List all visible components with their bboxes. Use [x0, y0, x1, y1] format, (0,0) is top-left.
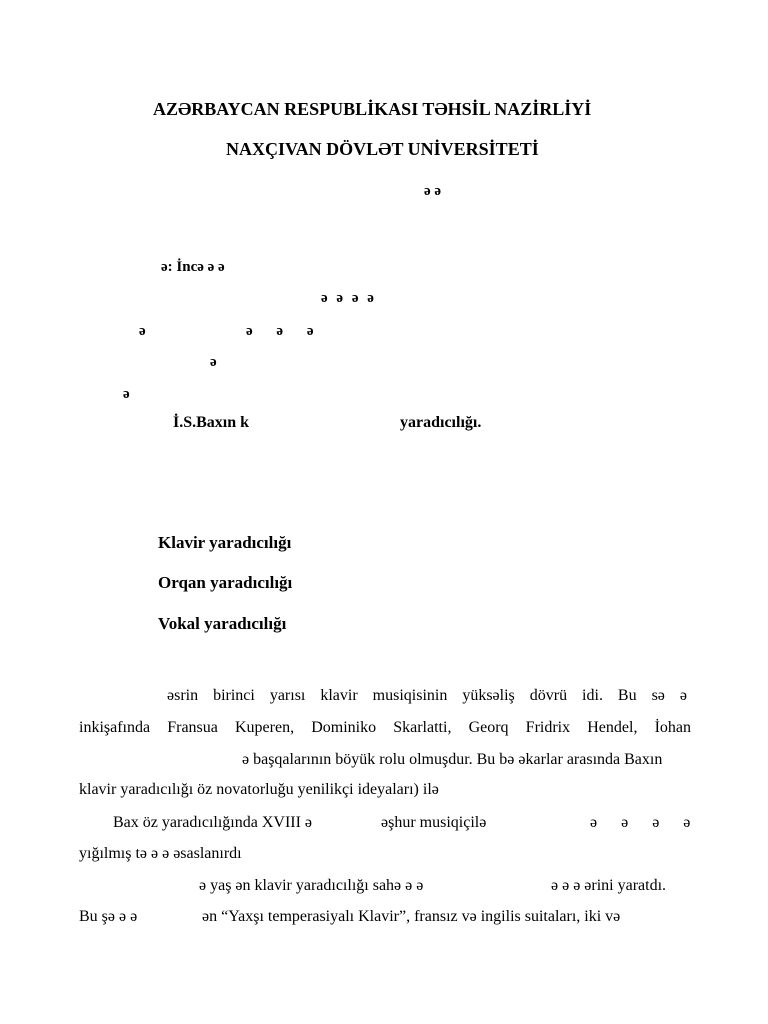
body-line-2: inkişafında Fransua Kuperen, Dominiko Skarlatti, Georq Fridrix Hendel, İohan	[79, 719, 691, 736]
body-line-8a: Bu şə ə ə	[79, 908, 138, 925]
topic-right: yaradıcılığı.	[400, 414, 482, 431]
topic-left: İ.S.Baxın k	[173, 414, 250, 431]
body-line-7a: ə yaş ən klavir yaradıcılığı sahə ə ə	[199, 877, 424, 894]
plan-item-2: Orqan yaradıcılığı	[158, 573, 293, 592]
body-line-5b: əşhur musiqiçilə	[381, 814, 487, 831]
body-line-6: yığılmış tə ə ə əsaslanırdı	[79, 845, 242, 862]
meta-line-4: ə	[210, 354, 217, 370]
meta-line-3b: ə ə ə	[246, 323, 314, 339]
body-line-7b: ə ə ə ərini yaratdı.	[551, 877, 667, 894]
body-line-5a: Bax öz yaradıcılığında XVIII ə	[113, 814, 313, 831]
body-line-1: əsrin birinci yarısı klavir musiqisinin yüksəliş dövrü idi. Bu sə ə	[167, 687, 687, 704]
plan-item-1: Klavir yaradıcılığı	[158, 533, 292, 552]
body-line-4: klavir yaradıcılığı öz novatorluğu yenilikçi ideyaları) ilə	[79, 781, 439, 798]
meta-line-3a: ə	[139, 323, 146, 339]
plan-item-3: Vokal yaradıcılığı	[158, 614, 287, 633]
meta-line-5: ə	[123, 386, 130, 402]
meta-line-2: ə ə ə ə	[321, 290, 374, 306]
header-fragment: ə ə	[424, 183, 442, 199]
ministry-title: AZƏRBAYCAN RESPUBLİKASI TƏHSİL NAZİRLİYİ	[153, 99, 592, 119]
body-line-5c: ə ə ə ə	[590, 814, 691, 831]
meta-line-1: ə: İncə ə ə	[161, 259, 225, 275]
university-title: NAXÇIVAN DÖVLƏT UNİVERSİTETİ	[226, 139, 539, 159]
body-line-3: ə başqalarının böyük rolu olmuşdur. Bu bə əkarlar arasında Baxın	[242, 751, 663, 768]
body-line-8b: ən “Yaxşı temperasiyalı Klavir”, fransız və ingilis suitaları, iki və	[202, 908, 621, 925]
